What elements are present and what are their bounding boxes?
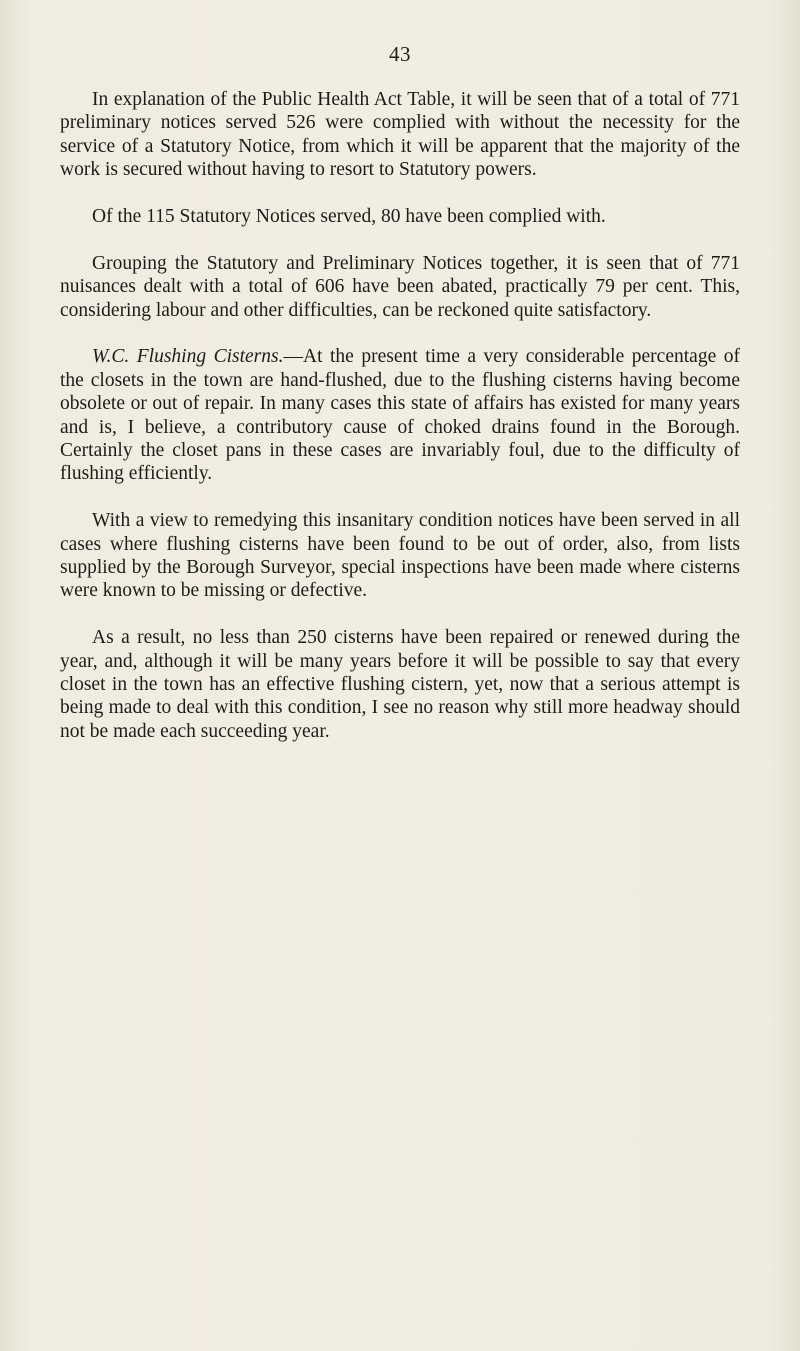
body-text: [60, 88, 740, 767]
paragraph-statutory-notices: Of the 115 Statutory Notices served, 80 have been complied with.: [92, 206, 606, 228]
paragraph-grouping: Grouping the Statutory and Preliminary Notices together, it is seen that of 771 nuisances dealt with a total of 606 have been abated, practically 79 per cent. This, considering labour and other difficulties, can be reckoned quite satisfactory.: [60, 252, 740, 321]
section-heading-flushing-cisterns: W.C. Flushing Cisterns.: [92, 346, 284, 368]
paragraph-result: As a result, no less than 250 cisterns have been repaired or renewed during the year, and, although it will be many years before it will be possible to say that every closet in the town has an effective flushing cistern, yet, now that a serious attempt is being made to deal with this condition, I see no reason why still more headway should not be made each succeeding year.: [60, 627, 740, 742]
paragraph-flushing-cisterns: [60, 345, 740, 485]
paragraph-explanation: In explanation of the Public Health Act Table, it will be seen that of a total of 771 preliminary notices served 526 were complied with without the necessity for the service of a Statutory Notice, from which it will be apparent that the majority of the work is secured without having to resort to Statutory powers.: [60, 89, 740, 181]
page-number: 43: [389, 42, 411, 66]
paragraph-remedying: With a view to remedying this insanitary condition notices have been served in all cases where flushing cisterns have been found to be out of order, also, from lists supplied by the Borough Surveyor, special inspections have been made where cisterns were known to be missing or defective.: [60, 510, 740, 602]
paragraph-flushing-cisterns-text: —At the present time a very considerable percentage of the closets in the town are hand-flushed, due to the flushing cisterns having become obsolete or out of repair. In many cases this state of affairs has existed for many years and is, I believe, a contributory cause of choked drains found in the Borough. Certainly the closet pans in these cases are invariably foul, due to the difficulty of flushing efficiently.: [60, 346, 740, 485]
